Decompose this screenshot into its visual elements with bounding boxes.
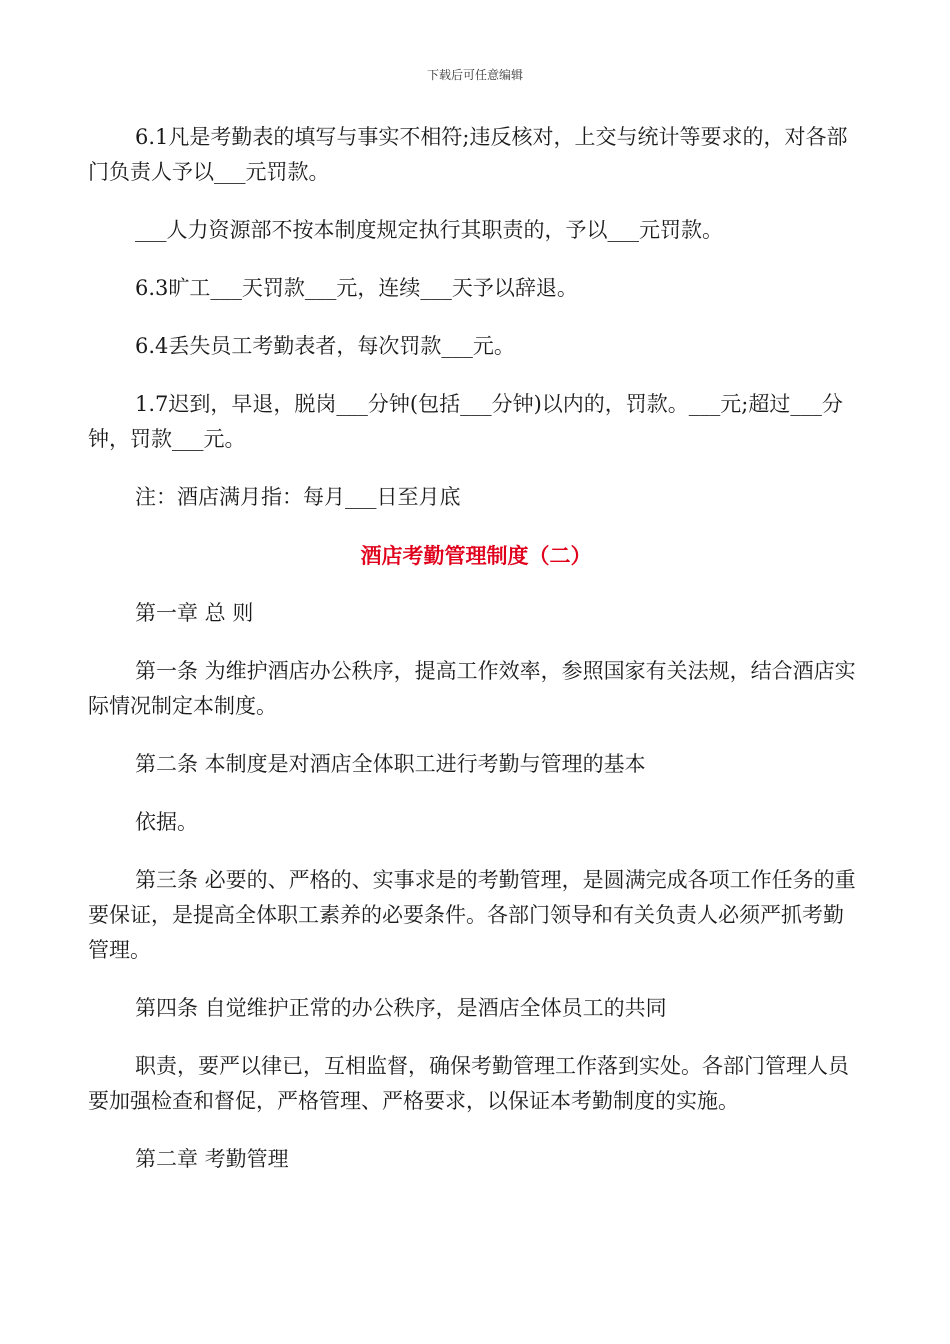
paragraph-note: 注：酒店满月指：每月___日至月底 — [135, 485, 461, 509]
paragraph-6-4: 6.4丢失员工考勤表者，每次罚款___元。 — [135, 334, 515, 358]
paragraph-6-1: 6.1凡是考勤表的填写与事实不相符;违反核对，上交与统计等要求的，对各部门负责人予以___元罚款。 — [88, 125, 848, 184]
article-three: 第三条 必要的、严格的、实事求是的考勤管理，是圆满完成各项工作任务的重要保证，是提高全体职工素养的必要条件。各部门领导和有关负责人必须严抓考勤管理。 — [88, 868, 856, 962]
paragraph-6-3: 6.3旷工___天罚款___元，连续___天予以辞退。 — [135, 276, 578, 300]
article-four-continued: 职责，要严以律已，互相监督，确保考勤管理工作落到实处。各部门管理人员要加强检查和督促，严格管理、严格要求，以保证本考勤制度的实施。 — [88, 1054, 849, 1113]
article-four: 第四条 自觉维护正常的办公秩序，是酒店全体员工的共同 — [135, 996, 667, 1020]
chapter-one-heading: 第一章 总 则 — [135, 601, 254, 625]
section-title: 酒店考勤管理制度（二） — [360, 543, 592, 568]
document-body — [88, 120, 864, 1200]
paragraph-hr-penalty: ___人力资源部不按本制度规定执行其职责的，予以___元罚款。 — [135, 218, 723, 242]
article-two: 第二条 本制度是对酒店全体职工进行考勤与管理的基本 — [135, 752, 646, 776]
chapter-two-heading: 第二章 考勤管理 — [135, 1147, 289, 1171]
article-one: 第一条 为维护酒店办公秩序，提高工作效率，参照国家有关法规，结合酒店实际情况制定本制度。 — [88, 659, 856, 718]
article-two-continued: 依据。 — [135, 810, 198, 834]
page-header: 下载后可任意编辑 — [426, 68, 523, 82]
paragraph-1-7: 1.7迟到，早退，脱岗___分钟(包括___分钟)以内的，罚款。___元;超过___分钟，罚款___元。 — [88, 392, 843, 451]
